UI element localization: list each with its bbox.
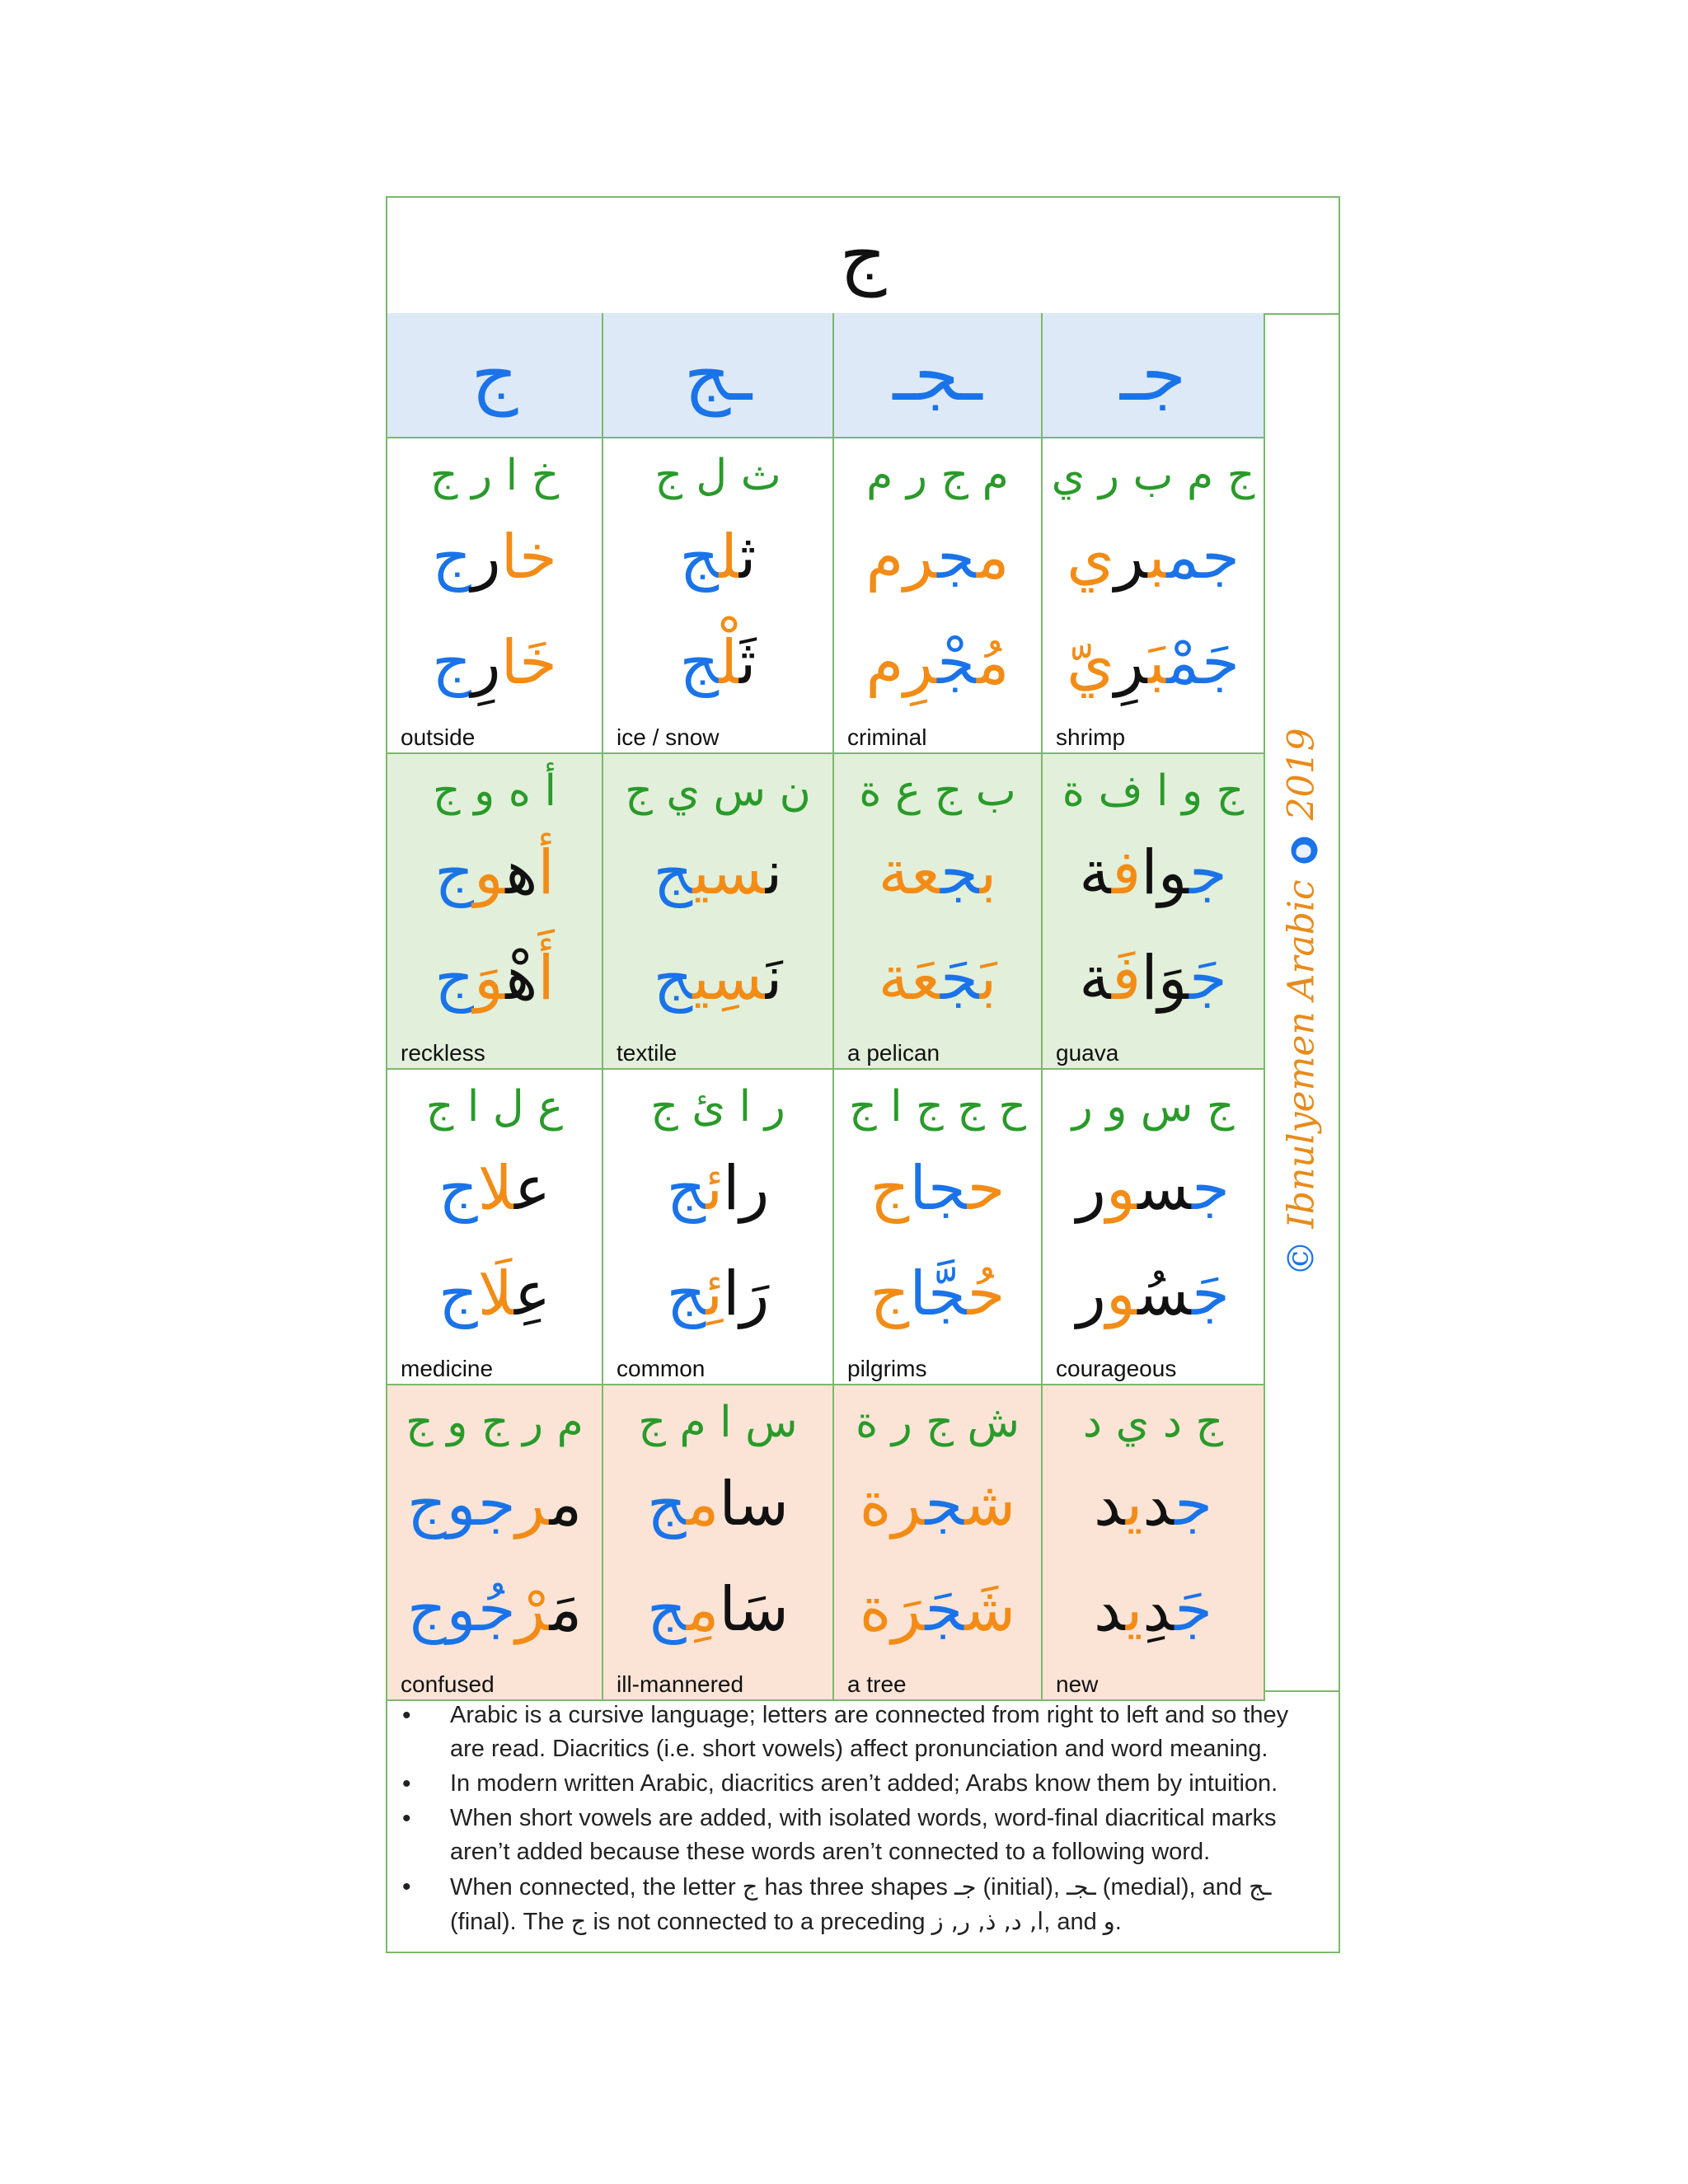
english-gloss: ill-mannered (617, 1671, 744, 1697)
letter-segment: سُ (1137, 1258, 1193, 1329)
letter-segment: ج (406, 1469, 447, 1540)
letter-forms-grid (387, 313, 1265, 1701)
form-header-initial (1043, 313, 1265, 438)
arabic-word (387, 521, 602, 594)
arabic-word-vowelized (387, 1254, 602, 1333)
letter-segment: ج (432, 627, 471, 698)
english-gloss: a pelican (847, 1040, 940, 1066)
letter-segment: ح (967, 1153, 1006, 1224)
letter-segment: ج (870, 1258, 910, 1329)
spelled-letters: م ر ج و ج (406, 1398, 584, 1447)
arabic-word (1043, 521, 1264, 594)
letter-segment: رِم (865, 627, 938, 698)
letter-segment: سي (692, 837, 766, 908)
word-cell (1043, 754, 1265, 1070)
spelled-letters: م ج ر م (866, 451, 1009, 500)
note4-e: (initial), (976, 1874, 1067, 1900)
arabic-word (1043, 837, 1264, 910)
letter-segment: ي (1067, 522, 1115, 593)
word-cell (1043, 438, 1265, 754)
arabic-word-vowelized (603, 623, 832, 702)
letter-segment: ج (653, 943, 693, 1014)
english-gloss: outside (401, 724, 476, 750)
letter-segment: ر (515, 1469, 550, 1540)
english-gloss: confused (401, 1671, 495, 1697)
english-gloss: a tree (847, 1671, 907, 1697)
note4-h: ـج (1249, 1872, 1272, 1900)
letter-segment: دِ (1142, 1574, 1175, 1645)
spelled-letters: ش ج ر ة (856, 1398, 1020, 1447)
arabic-word-vowelized (603, 1570, 832, 1649)
letter-segment: يّ (1067, 627, 1115, 698)
letter-segment: ج (1202, 522, 1240, 593)
letter-segment: ج (438, 1258, 478, 1329)
letter-segment: جَ (940, 943, 980, 1014)
letter-sheet (386, 196, 1340, 1953)
letter-segment: وَا (1141, 943, 1190, 1014)
form-medial: ـجـ (893, 332, 982, 417)
letter-segment: ج (438, 1153, 478, 1224)
spelled-letters: ع ل ا ج (425, 1082, 564, 1132)
letter-segment: د (1142, 1469, 1175, 1540)
arabic-word-vowelized (387, 623, 602, 702)
letter-segment: م (1166, 522, 1203, 593)
letter-segment: ئِ (706, 1258, 724, 1329)
word-cell (603, 1385, 834, 1701)
letter-segment: ر (471, 522, 501, 593)
letter-segment: وا (1141, 837, 1190, 908)
note4-j: ج (570, 1907, 587, 1935)
arabic-word-vowelized (1043, 939, 1264, 1018)
letter-segment: و (473, 837, 506, 908)
copyright-text (1281, 728, 1323, 1276)
letter-segment: نَ (765, 943, 783, 1014)
letter-segment: أ (537, 837, 555, 908)
letter-segment: جو (446, 1469, 516, 1540)
letter-segment: ج (1192, 1153, 1230, 1224)
letter-segment: جُو (446, 1574, 516, 1645)
letter-segment: ف (1111, 837, 1142, 908)
letter-segment: ثَ (738, 627, 757, 698)
letter-segment: جا (909, 1153, 968, 1224)
word-cell (1043, 1070, 1265, 1385)
letter-segment: ر (1076, 1153, 1106, 1224)
form-header-final (387, 313, 603, 438)
letter-segment: مَ (549, 1574, 583, 1645)
letter-segment: ي (1125, 1469, 1143, 1540)
spelled-letters: ج م ب ر ي (1051, 451, 1255, 500)
letter-segment: ع (513, 1153, 551, 1224)
letter-segment: لْ (719, 627, 739, 698)
letter-segment: خا (500, 522, 557, 593)
arabic-word-vowelized (603, 1254, 832, 1333)
letter-segment: جَ (1192, 1258, 1230, 1329)
english-gloss: pilgrims (847, 1356, 927, 1381)
letter-segment: ة (1079, 837, 1112, 908)
letter-segment: ج (406, 1574, 447, 1645)
english-gloss: ice / snow (617, 724, 720, 750)
spelled-letters: ج و ا ف ة (1062, 766, 1245, 816)
letter-segment: حُ (967, 1258, 1006, 1329)
spelled-letters: خ ا ر ج (429, 451, 560, 500)
note4-o: . (1114, 1909, 1122, 1935)
word-cell (387, 438, 603, 754)
arabic-word-vowelized (387, 1570, 602, 1649)
letter-segment: ج (666, 1153, 706, 1224)
note-item: • In modern written Arabic, diacritics aren’t added; Arabs know them by intuition. (387, 1767, 1327, 1801)
letter-segment: م (549, 1469, 583, 1540)
letter-segment: م (976, 522, 1010, 593)
letter-segment: بَ (979, 943, 997, 1014)
arabic-word-vowelized (834, 1254, 1041, 1333)
arabic-word-vowelized (834, 939, 1041, 1018)
arabic-word-vowelized (387, 939, 602, 1018)
letter-segment: ج (937, 522, 977, 593)
letter-segment: رَة (859, 1574, 926, 1645)
letter-segment: أَ (537, 943, 555, 1014)
spelled-letters: ر ا ئ ج (650, 1082, 785, 1132)
letter-segment: لَا (477, 1258, 514, 1329)
letter-segment: ج (679, 627, 720, 698)
letter-segment: عَة (878, 943, 940, 1014)
arabic-word (387, 837, 602, 910)
arabic-word (834, 837, 1041, 910)
arabic-word-vowelized (834, 623, 1041, 702)
letter-segment: س (1137, 1153, 1193, 1224)
english-gloss: guava (1056, 1040, 1119, 1066)
letter-segment: ج (434, 943, 474, 1014)
letter-segment: ة (1079, 943, 1112, 1014)
letter-segment: شَ (964, 1574, 1016, 1645)
form-final: ج (471, 332, 518, 417)
letter-segment: مُ (976, 627, 1010, 698)
english-gloss: criminal (847, 724, 927, 750)
letter-segment: ب (979, 837, 997, 908)
notes-list (387, 1692, 1339, 1939)
note-item (387, 1870, 1327, 1939)
copyright-column (1265, 313, 1339, 1692)
letter-segment: ه (505, 837, 538, 908)
letter-segment: جْ (937, 627, 977, 698)
copyright-year: 2019 (1280, 728, 1323, 821)
copyright-brand: Ibnulyemen Arabic (1280, 879, 1323, 1229)
note4-f: ـجـ (1067, 1872, 1096, 1900)
letter-segment: ج (1189, 837, 1227, 908)
letter-segment: را (723, 1153, 770, 1224)
letter-segment: ج (1175, 1469, 1213, 1540)
letter-segment: رِ (1114, 627, 1148, 698)
letter-segment: ر (1076, 1258, 1106, 1329)
arabic-word (834, 1152, 1041, 1226)
note4-g: (medial), and (1095, 1874, 1250, 1900)
letter-segment: د (1093, 1469, 1126, 1540)
arabic-word (603, 1152, 832, 1226)
word-cell (387, 1385, 603, 1701)
spelled-letters: ب ج ع ة (859, 766, 1016, 816)
letter-segment: جَّا (909, 1258, 968, 1329)
note-item: • When short vowels are added, with isolated words, word-final diacritical marks aren’t added because these words aren’t connected to a following word. (387, 1802, 1327, 1869)
note4-a: When connected, the letter (450, 1874, 743, 1900)
form-header-final-connected (603, 313, 834, 438)
letter-segment: جَ (925, 1574, 965, 1645)
english-gloss: common (617, 1356, 706, 1381)
letter-segment: عِ (513, 1258, 551, 1329)
word-cell (603, 754, 834, 1070)
word-cell (1043, 1385, 1265, 1701)
arabic-word (834, 1468, 1041, 1541)
note4-c: has three shapes (757, 1874, 954, 1900)
letter-segment: خَا (500, 627, 557, 698)
notes-section (387, 1692, 1339, 1952)
note4-d: جـ (954, 1872, 977, 1900)
note4-n: و (1103, 1907, 1115, 1935)
letter-segment: رم (865, 522, 938, 593)
spelled-letters: س ا م ج (638, 1398, 798, 1447)
letter-segment: ل (719, 522, 739, 593)
letter-segment: جَ (1189, 943, 1227, 1014)
word-cell (387, 1070, 603, 1385)
letter-segment: سا (719, 1469, 789, 1540)
title-row (387, 198, 1339, 315)
arabic-word-vowelized (1043, 1570, 1264, 1649)
arabic-word (603, 521, 832, 594)
word-cell (834, 754, 1043, 1070)
english-gloss: medicine (401, 1356, 494, 1381)
english-gloss: courageous (1056, 1356, 1177, 1381)
letter-segment: رَا (723, 1258, 770, 1329)
word-cell (603, 438, 834, 754)
letter-segment: د (1093, 1574, 1126, 1645)
form-initial: جـ (1119, 332, 1187, 417)
letter-segment: ج (647, 1574, 687, 1645)
word-cell (603, 1070, 834, 1385)
letter-segment: هْ (505, 943, 538, 1014)
note4-m: , and (1043, 1909, 1104, 1935)
letter-segment: رة (859, 1469, 926, 1540)
letter-segment: ش (964, 1469, 1016, 1540)
letter-segment: ي (1125, 1574, 1143, 1645)
note4-k: is not connected to a preceding (586, 1909, 932, 1935)
arabic-word-vowelized (834, 1570, 1041, 1649)
letter-segment: جَ (1202, 627, 1240, 698)
letter-segment: ج (679, 522, 720, 593)
arabic-word-vowelized (1043, 623, 1264, 702)
letter-segment: ج (647, 1469, 687, 1540)
letter-segment: و (1105, 1153, 1138, 1224)
english-gloss: new (1056, 1671, 1099, 1697)
letter-segment: ج (434, 837, 474, 908)
letter-segment: ج (940, 837, 980, 908)
spelled-letters: ح ج ج ا ج (849, 1082, 1026, 1132)
letter-segment: ئ (706, 1153, 724, 1224)
letter-segment: ج (432, 522, 471, 593)
letter-segment: ج (666, 1258, 706, 1329)
note4-i: (final). The (450, 1909, 571, 1935)
note-item: • Arabic is a cursive language; letters are connected from right to left and so they are read. Diacritics (i.e. short vowels) affect pronunciation and word meaning. (387, 1699, 1327, 1766)
arabic-word-vowelized (1043, 1254, 1264, 1333)
letter-segment: رِ (471, 627, 501, 698)
letter-segment: سِي (692, 943, 766, 1014)
word-cell (387, 754, 603, 1070)
letter-segment: لا (477, 1153, 514, 1224)
letter-segment: جَ (1175, 1574, 1213, 1645)
title-letter: ج (839, 213, 887, 298)
letter-segment: سَا (719, 1574, 789, 1645)
word-cell (834, 1070, 1043, 1385)
letter-segment: فَ (1111, 943, 1142, 1014)
arabic-word (387, 1468, 602, 1541)
letter-segment: ن (765, 837, 783, 908)
letter-segment: ج (870, 1153, 910, 1224)
english-gloss: shrimp (1056, 724, 1126, 750)
letter-segment: و (1105, 1258, 1138, 1329)
arabic-word (1043, 1152, 1264, 1226)
arabic-word (1043, 1468, 1264, 1541)
letter-segment: ث (738, 522, 757, 593)
word-cell (834, 1385, 1043, 1701)
letter-segment: بَ (1147, 627, 1167, 698)
letter-segment: عة (878, 837, 940, 908)
spelled-letters: ج س و ر (1071, 1082, 1235, 1132)
arabic-word (603, 1468, 832, 1541)
letter-segment: وَ (473, 943, 506, 1014)
arabic-word (603, 837, 832, 910)
arabic-word (834, 521, 1041, 594)
form-header-medial (834, 313, 1043, 438)
letter-segment: مْ (1166, 627, 1203, 698)
letter-segment: ج (925, 1469, 965, 1540)
arabic-word (387, 1152, 602, 1226)
arabic-word-vowelized (603, 939, 832, 1018)
letter-segment: ب (1147, 522, 1167, 593)
english-gloss: reckless (401, 1040, 485, 1066)
letter-segment: ج (653, 837, 693, 908)
spelled-letters: ن س ي ج (625, 766, 811, 816)
form-final-connected: ـج (683, 332, 753, 417)
note4-l: ا, د, ذ, ر, ز (931, 1907, 1044, 1935)
word-cell (834, 438, 1043, 754)
letter-segment: مِ (686, 1574, 720, 1645)
letter-segment: م (686, 1469, 720, 1540)
letter-segment: رْ (515, 1574, 550, 1645)
globe-icon (1291, 837, 1317, 863)
spelled-letters: ث ل ج (654, 451, 781, 500)
spelled-letters: ج د ي د (1082, 1398, 1224, 1447)
copyright-symbol: © (1280, 1240, 1323, 1277)
english-gloss: textile (617, 1040, 678, 1066)
letter-segment: ر (1114, 522, 1148, 593)
spelled-letters: أ ه و ج (433, 766, 556, 816)
note4-b: ج (742, 1872, 758, 1900)
